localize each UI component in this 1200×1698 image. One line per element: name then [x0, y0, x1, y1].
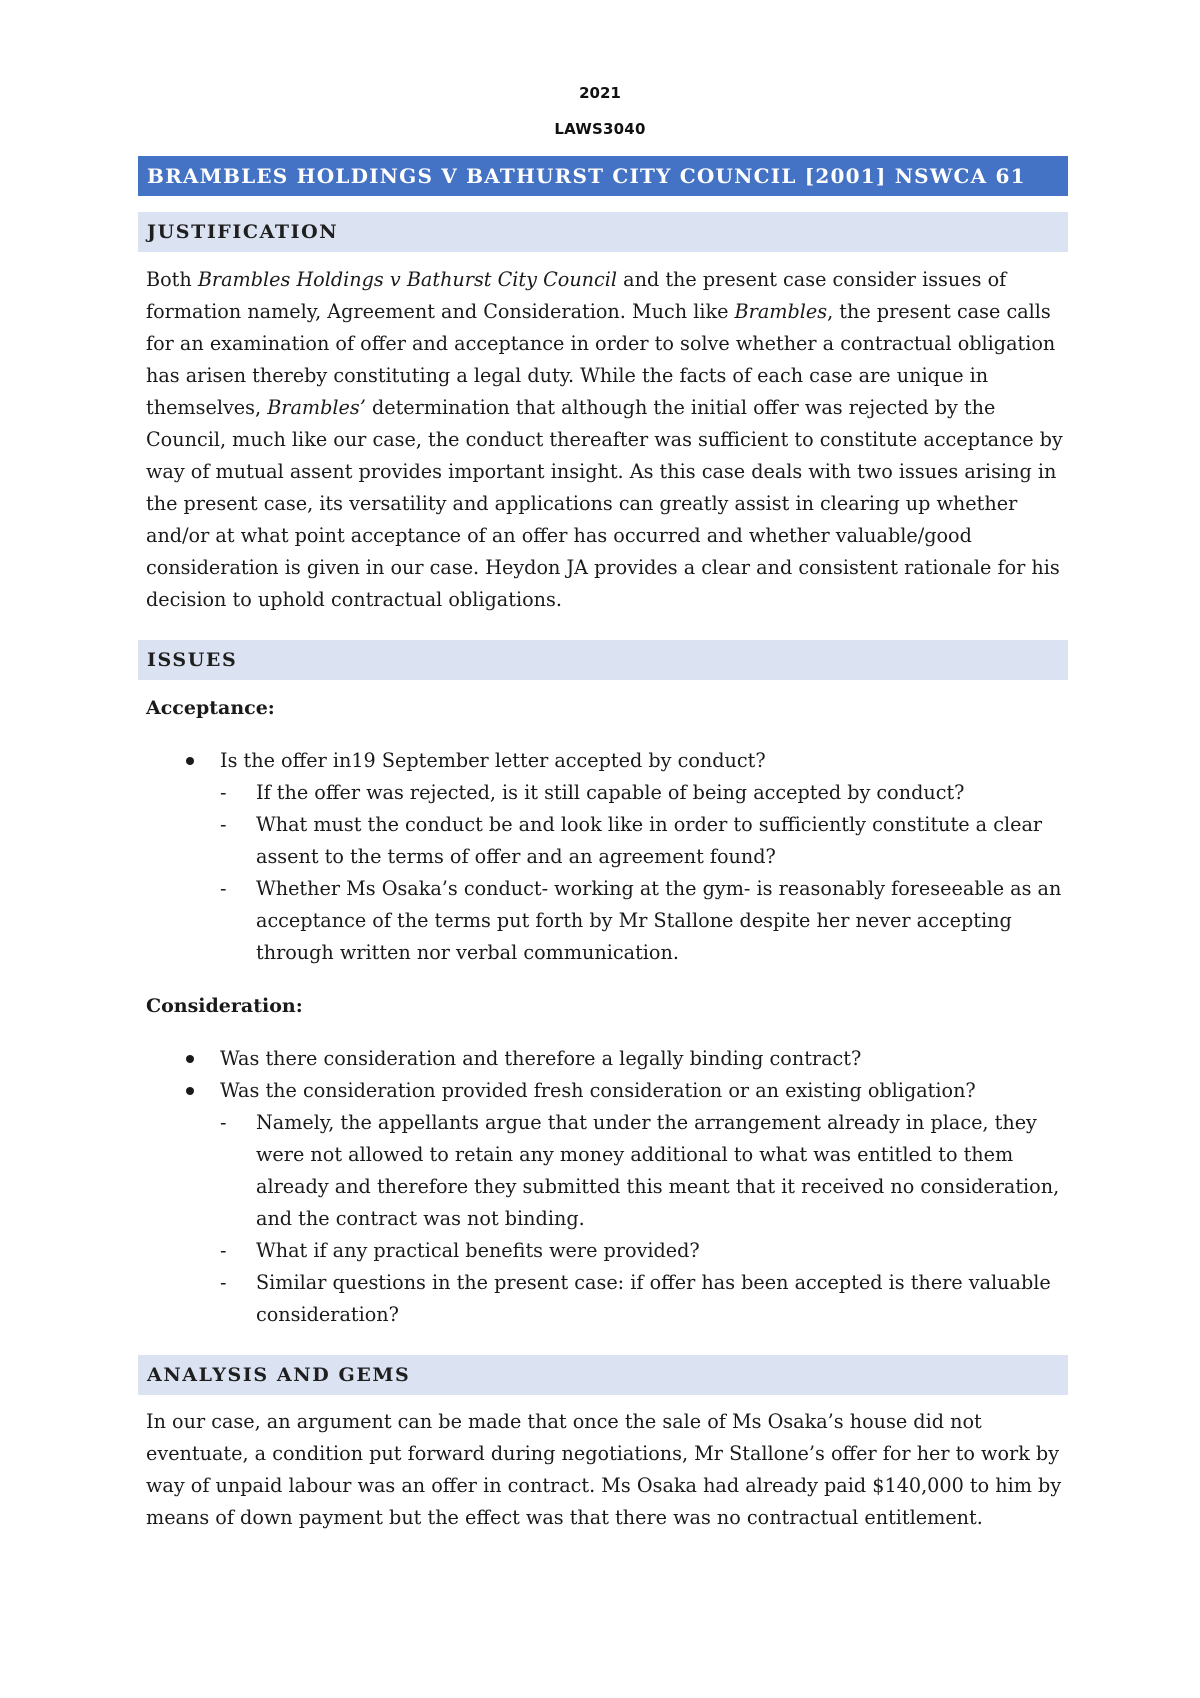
case-name-italic: Brambles Holdings v Bathurst City Council	[197, 268, 618, 291]
header-year: 2021	[579, 84, 621, 102]
consideration-subheading: Consideration:	[146, 995, 303, 1017]
section-heading-analysis: ANALYSIS AND GEMS	[138, 1355, 1068, 1395]
list-item: - Whether Ms Osaka’s conduct- working at the gym- is reasonably foreseeable as an acceptance of the terms put forth by Mr Stallone despite her never accepting through written nor verbal communication.	[146, 873, 1076, 969]
brambles-possessive-italic: Brambles’	[267, 396, 366, 419]
acceptance-subheading: Acceptance:	[146, 697, 275, 719]
list-item: Was the consideration provided fresh consideration or an existing obligation?	[146, 1075, 1076, 1107]
consideration-list	[146, 1043, 1076, 1331]
brambles-italic: Brambles	[734, 300, 828, 323]
list-item: - Similar questions in the present case: if offer has been accepted is there valuable consideration?	[146, 1267, 1076, 1331]
case-title-banner: BRAMBLES HOLDINGS V BATHURST CITY COUNCIL [2001] NSWCA 61	[138, 156, 1068, 196]
list-item: - If the offer was rejected, is it still capable of being accepted by conduct?	[146, 777, 1076, 809]
list-item: Was there consideration and therefore a legally binding contract?	[146, 1043, 1076, 1075]
list-item: - What if any practical benefits were provided?	[146, 1235, 1076, 1267]
justification-text-3: , the present case calls for an examination of offer and acceptance in order to solve whether a contractual obligation has arisen thereby constituting a legal duty. While the facts of each case are unique in themselves,	[146, 300, 1056, 419]
analysis-paragraph: In our case, an argument can be made that once the sale of Ms Osaka’s house did not eventuate, a condition put forward during negotiations, Mr Stallone’s offer for her to work by way of unpaid labour was an offer in contract. Ms Osaka had already paid $140,000 to him by means of down payment but the effect was that there was no contractual entitlement.	[146, 1410, 1062, 1529]
justification-paragraph	[146, 264, 1066, 616]
acceptance-list	[146, 745, 1076, 969]
justification-text-1: Both	[146, 268, 198, 291]
header-course-code: LAWS3040	[554, 120, 646, 138]
justification-text-4: determination that although the initial offer was rejected by the Council, much like our case, the conduct thereafter was sufficient to constitute acceptance by way of mutual assent provides important insight. As this case deals with two issues arising in the present case, its versatility and applications can greatly assist in clearing up whether and/or at what point acceptance of an offer has occurred and whether valuable/good consideration is given in our case. Heydon JA provides a clear and consistent rationale for his decision to uphold contractual obligations.	[146, 396, 1063, 611]
list-item: Is the offer in19 September letter accepted by conduct?	[146, 745, 1076, 777]
section-heading-issues: ISSUES	[138, 640, 1068, 680]
list-item: - What must the conduct be and look like in order to sufficiently constitute a clear assent to the terms of offer and an agreement found?	[146, 809, 1076, 873]
justification-text-2: and the present case consider issues of formation namely, Agreement and Consideration. Much like	[146, 268, 1007, 323]
section-heading-justification: JUSTIFICATION	[138, 212, 1068, 252]
list-item: - Namely, the appellants argue that under the arrangement already in place, they were not allowed to retain any money additional to what was entitled to them already and therefore they submitted this meant that it received no consideration, and the contract was not binding.	[146, 1107, 1076, 1235]
